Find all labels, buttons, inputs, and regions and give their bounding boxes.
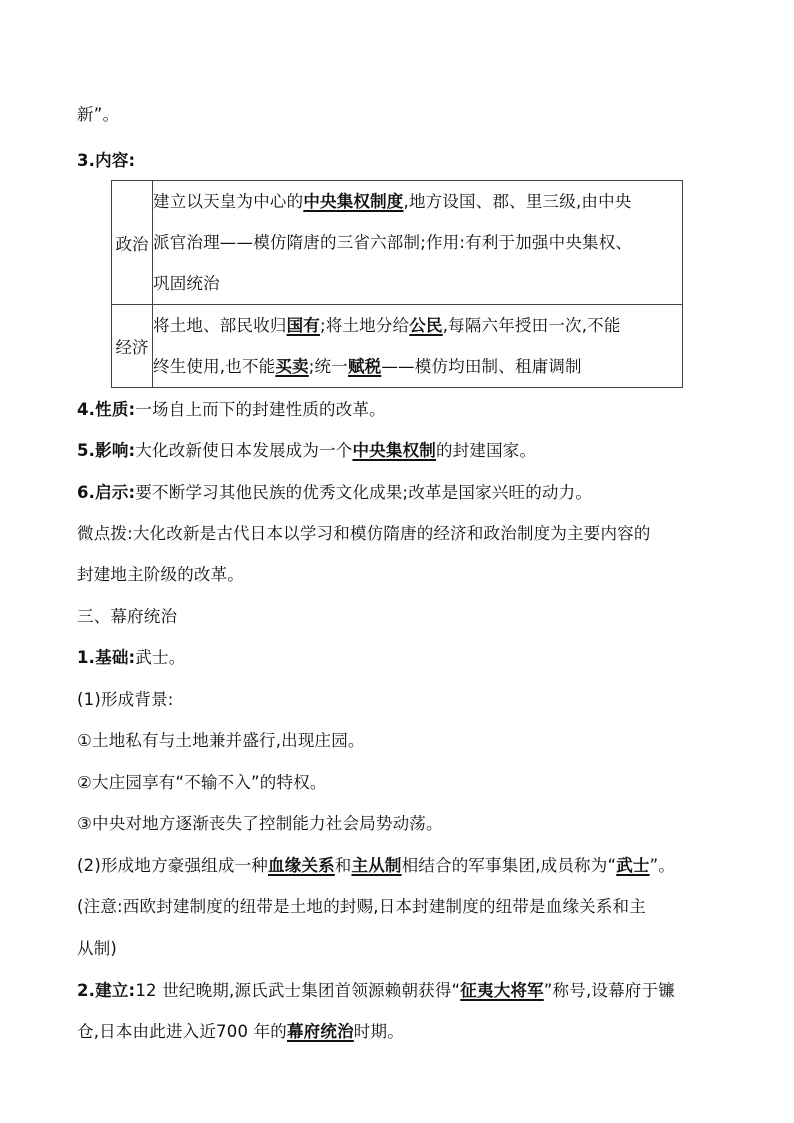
politics-line-3: 巩固统治 bbox=[153, 274, 220, 293]
politics-cell bbox=[153, 181, 683, 305]
influence-line: 5.影响:大化改新使日本发展成为一个中央集权制的封建国家。 bbox=[77, 441, 537, 460]
note-line-2: 从制) bbox=[77, 939, 118, 958]
trade-term: 买卖 bbox=[275, 357, 309, 376]
tax-term: 赋税 bbox=[347, 357, 382, 376]
establish-line-1: 2.建立:12 世纪晚期,源氏武士集团首领源赖朝获得“征夷大将军”称号,设幕府于镰 bbox=[77, 981, 675, 1000]
shogun-term: 征夷大将军 bbox=[460, 981, 544, 1000]
table-row bbox=[112, 181, 683, 305]
economy-line-1: 将土地、部民收归国有;将土地分给公民,每隔六年授田一次,不能 bbox=[153, 316, 621, 335]
background-item-1: ①土地私有与土地兼并盛行,出现庄园。 bbox=[77, 731, 365, 750]
economy-label: 经济 bbox=[112, 305, 153, 388]
background-item-2: ②大庄园享有“不输不入”的特权。 bbox=[77, 773, 327, 792]
central-power-term: 中央集权制度 bbox=[303, 192, 404, 211]
politics-label: 政治 bbox=[112, 181, 153, 305]
content-table bbox=[111, 180, 683, 388]
formation-line: (2)形成地方豪强组成一种血缘关系和主从制相结合的军事集团,成员称为“武士”。 bbox=[77, 856, 676, 875]
shogunate-term: 幕府统治 bbox=[286, 1022, 354, 1041]
basis-line: 1.基础:武士。 bbox=[77, 648, 186, 667]
nature-line: 4.性质:一场自上而下的封建性质的改革。 bbox=[77, 400, 386, 419]
content-heading: 3.内容: bbox=[77, 151, 136, 170]
citizen-term: 公民 bbox=[409, 316, 443, 335]
background-item-3: ③中央对地方逐渐丧失了控制能力社会局势动荡。 bbox=[77, 814, 443, 833]
lord-vassal-term: 主从制 bbox=[351, 856, 402, 875]
section-title: 三、幕府统治 bbox=[77, 607, 178, 626]
samurai-term: 武士 bbox=[616, 856, 650, 875]
establish-line-2: 仓,日本由此进入近700 年的幕府统治时期。 bbox=[77, 1022, 404, 1041]
blood-relation-term: 血缘关系 bbox=[267, 856, 335, 875]
politics-line-1: 建立以天皇为中心的中央集权制度,地方设国、郡、里三级,由中央 bbox=[153, 192, 632, 211]
background-title: (1)形成背景: bbox=[77, 690, 174, 709]
note-line-1: (注意:西欧封建制度的纽带是土地的封赐,日本封建制度的纽带是血缘关系和主 bbox=[77, 897, 646, 916]
tip-line-2: 封建地主阶级的改革。 bbox=[77, 565, 244, 584]
tip-line-1: 微点拨:大化改新是古代日本以学习和模仿隋唐的经济和政治制度为主要内容的 bbox=[77, 524, 651, 543]
politics-line-2: 派官治理——模仿隋唐的三省六部制;作用:有利于加强中央集权、 bbox=[153, 233, 633, 252]
economy-line-2: 终生使用,也不能买卖;统一赋税——模仿均田制、租庸调制 bbox=[153, 357, 582, 376]
top-fragment: 新”。 bbox=[77, 105, 120, 124]
economy-cell bbox=[153, 305, 683, 388]
state-owned-term: 国有 bbox=[286, 316, 321, 335]
enlightenment-line: 6.启示:要不断学习其他民族的优秀文化成果;改革是国家兴旺的动力。 bbox=[77, 483, 593, 502]
table-row bbox=[112, 305, 683, 388]
central-power-term-2: 中央集权制 bbox=[352, 441, 436, 460]
